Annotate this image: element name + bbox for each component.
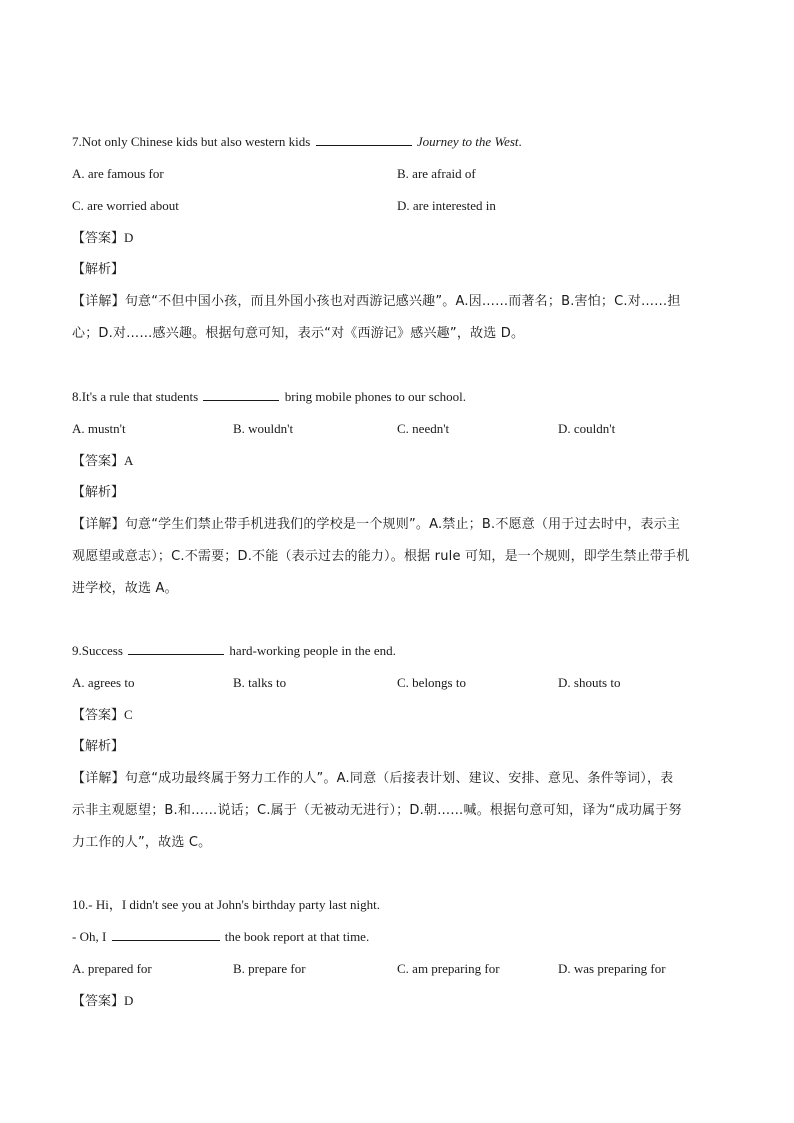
question-9-stem-text: 9.Success bbox=[72, 643, 123, 658]
answer-value: A bbox=[124, 453, 134, 468]
detail-line bbox=[72, 769, 673, 789]
option-c: C. am preparing for bbox=[397, 961, 500, 976]
option-b: B. wouldn't bbox=[233, 421, 294, 436]
option-d: D. couldn't bbox=[558, 421, 616, 436]
question-10-stem: 10.- Hi，I didn't see you at John's birthday party last night. bbox=[72, 897, 380, 912]
answer-blank bbox=[112, 928, 220, 941]
question-10-stem2-tail: the book report at that time. bbox=[224, 929, 370, 944]
question-10-stem-line2 bbox=[72, 927, 369, 947]
question-10-stem2-text: - Oh, I bbox=[72, 929, 107, 944]
detail-tag: 【详解】 bbox=[72, 517, 125, 532]
question-7-stem bbox=[72, 132, 522, 152]
detail-line bbox=[72, 292, 681, 312]
detail-line bbox=[72, 515, 680, 535]
question-9-stem bbox=[72, 641, 396, 661]
option-d: D. are interested in bbox=[397, 198, 496, 213]
analysis-tag: 【解析】 bbox=[72, 739, 125, 754]
option-a: A. mustn't bbox=[72, 421, 126, 436]
option-c: C. needn't bbox=[397, 421, 450, 436]
detail-text: 句意“不但中国小孩，而且外国小孩也对西游记感兴趣”。A.因……而著名；B.害怕；C.对……担 bbox=[124, 294, 681, 309]
question-7-period: . bbox=[518, 134, 522, 149]
option-a: A. are famous for bbox=[72, 166, 164, 181]
answer-line bbox=[72, 991, 133, 1012]
question-8-stem-tail: bring mobile phones to our school. bbox=[284, 389, 466, 404]
question-8-stem bbox=[72, 387, 466, 407]
answer-tag: 【答案】 bbox=[72, 708, 125, 723]
option-b: B. are afraid of bbox=[397, 166, 476, 181]
answer-line bbox=[72, 228, 133, 249]
answer-blank bbox=[128, 642, 224, 655]
answer-tag: 【答案】 bbox=[72, 454, 125, 469]
answer-value: D bbox=[124, 993, 134, 1008]
option-a: A. prepared for bbox=[72, 961, 152, 976]
answer-tag: 【答案】 bbox=[72, 231, 125, 246]
option-c: C. belongs to bbox=[397, 675, 466, 690]
detail-line: 进学校，故选 A。 bbox=[72, 581, 178, 596]
option-b: B. talks to bbox=[233, 675, 287, 690]
option-d: D. was preparing for bbox=[558, 961, 666, 976]
detail-line: 心；D.对……感兴趣。根据句意可知，表示“对《西游记》感兴趣”，故选 D。 bbox=[72, 326, 525, 341]
option-d: D. shouts to bbox=[558, 675, 621, 690]
analysis-tag: 【解析】 bbox=[72, 485, 125, 500]
detail-line: 示非主观愿望；B.和……说话；C.属于（无被动无进行）；D.朝……喊。根据句意可知，译为“成功属于努 bbox=[72, 803, 682, 818]
answer-line bbox=[72, 451, 133, 472]
answer-blank bbox=[203, 388, 279, 401]
question-8-stem-text: 8.It's a rule that students bbox=[72, 389, 199, 404]
question-7-stem-text: 7.Not only Chinese kids but also western kids bbox=[72, 134, 311, 149]
detail-tag: 【详解】 bbox=[72, 294, 125, 309]
detail-text: 句意“学生们禁止带手机进我们的学校是一个规则”。A.禁止；B.不愿意（用于过去时中，表示主 bbox=[124, 517, 681, 532]
answer-line bbox=[72, 705, 133, 726]
option-b: B. prepare for bbox=[233, 961, 306, 976]
answer-tag: 【答案】 bbox=[72, 994, 125, 1009]
analysis-tag: 【解析】 bbox=[72, 262, 125, 277]
detail-line: 观愿望或意志）；C.不需要；D.不能（表示过去的能力）。根据 rule 可知，是一个规则，即学生禁止带手机 bbox=[72, 549, 690, 564]
answer-value: C bbox=[124, 707, 133, 722]
detail-text: 句意“成功最终属于努力工作的人”。A.同意（后接表计划、建议、安排、意见、条件等词），表 bbox=[124, 771, 674, 786]
answer-blank bbox=[316, 133, 412, 146]
detail-line: 力工作的人”，故选 C。 bbox=[72, 835, 212, 850]
question-9-stem-tail: hard-working people in the end. bbox=[229, 643, 396, 658]
option-a: A. agrees to bbox=[72, 675, 135, 690]
option-c: C. are worried about bbox=[72, 198, 179, 213]
book-title: Journey to the West bbox=[416, 134, 519, 149]
answer-value: D bbox=[124, 230, 134, 245]
detail-tag: 【详解】 bbox=[72, 771, 125, 786]
